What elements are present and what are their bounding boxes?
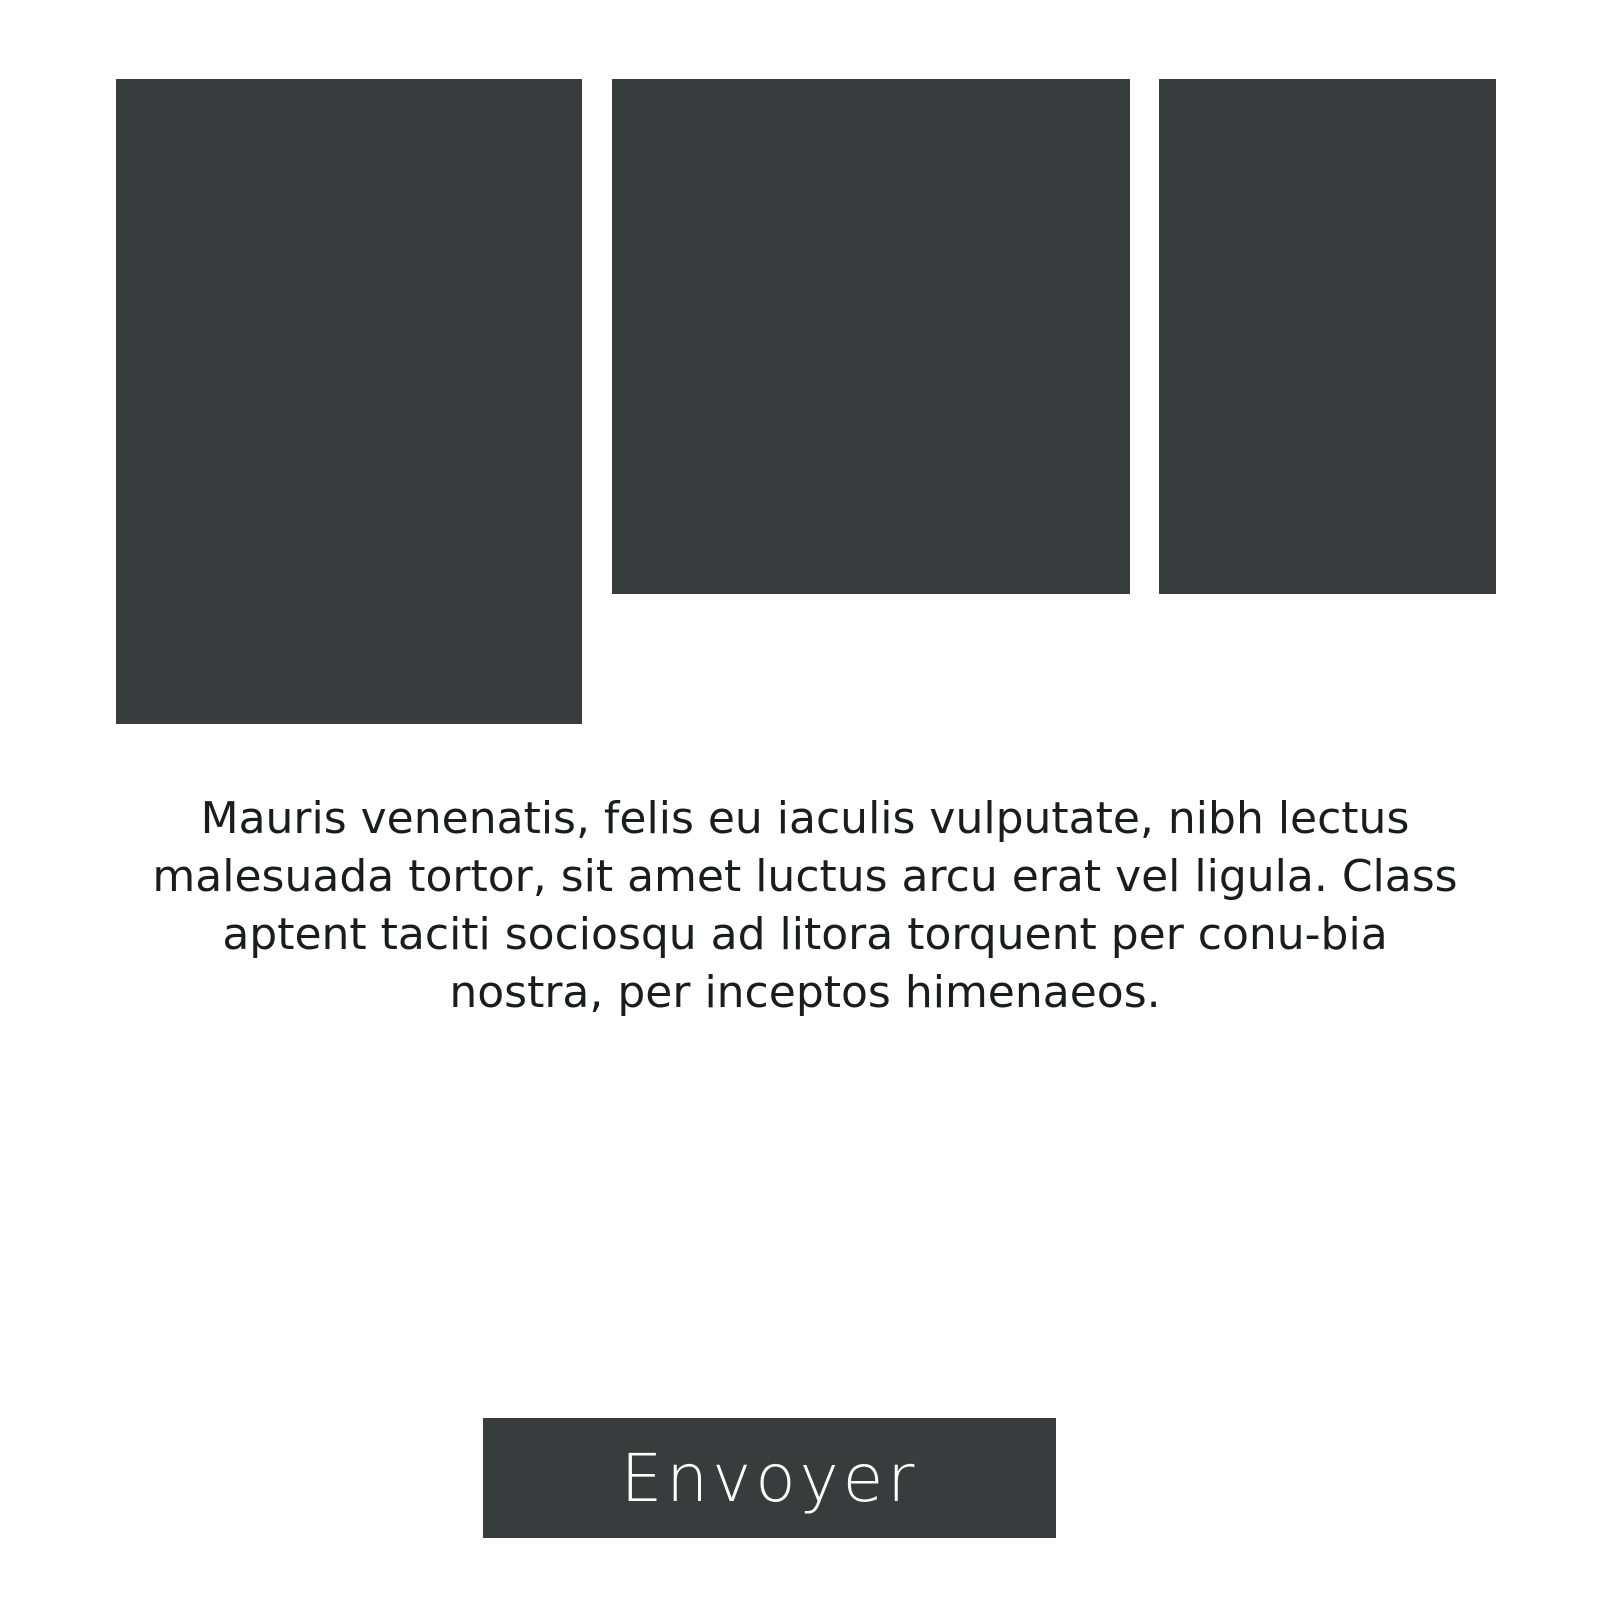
description-paragraph: Mauris venenatis, felis eu iaculis vulputate, nibh lectus malesuada tortor, sit amet luctus arcu erat vel ligula. Class aptent taciti sociosqu ad litora torquent per conu-bia nostra, per inceptos himenaeos. xyxy=(152,793,1458,1018)
image-placeholder-left xyxy=(116,79,582,724)
image-placeholder-middle xyxy=(612,79,1130,594)
send-button[interactable]: Envoyer xyxy=(483,1418,1056,1538)
image-placeholder-right xyxy=(1159,79,1496,594)
